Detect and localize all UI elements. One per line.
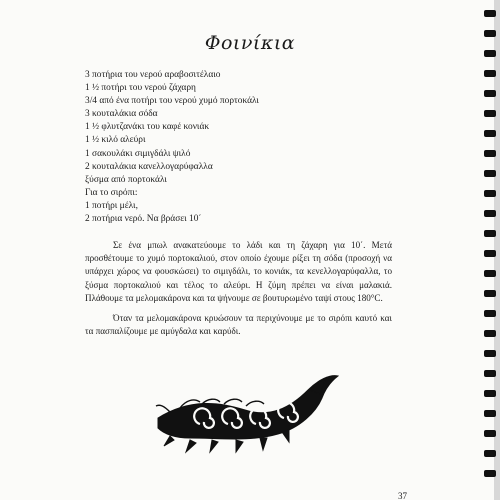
recipe-title: Φοινίκια [204, 32, 296, 54]
ingredient-line: 1 ½ ποτήρι του νερού ζάχαρη [85, 83, 196, 94]
instructions-paragraph: Όταν τα μελομακάρονα κρυώσουν τα περιχύνουμε με το σιρόπι καυτό και τα πασπαλίζουμε με αμύγδαλα και καρύδι. [85, 313, 392, 337]
ingredient-line: 2 κουταλάκια κανελλογαρύφαλλα [85, 161, 213, 172]
instructions-paragraph: Σε ένα μπωλ ανακατεύουμε το λάδι και τη ζάχαρη για 10΄. Μετά προσθέτουμε το χυμό πορτοκαλιού, στον οποίο έχουμε ρίξει τη σόδα (προσοχή να υπάρχει χώρος να φουσκώσει) το σιμιγδάλι, το κονιάκ, τα κενελλογαρύφαλλα, το ξύσμα πορτοκαλιού και τέλος το αλεύρι. Η ζύμη πρέπει να είναι μαλακιά. Πλάθουμε τα μελομακάρονα και τα ψήνουμε σε βουτυρωμένο ταψί στους 180°C. [85, 240, 392, 303]
ingredient-line: 1 ποτήρι μέλι, [85, 200, 138, 211]
ingredient-line: 3 ποτήρια του νερού αραβοσιτέλαιο [85, 70, 221, 80]
spiral-binding-icon [470, 0, 500, 500]
ingredient-line: 2 ποτήρια νερό. Να βράσει 10΄ [85, 214, 202, 225]
ingredient-line: ξύσμα από πορτοκάλι [85, 174, 167, 185]
page-number: 37 [398, 491, 407, 501]
syrup-heading: Για το σιρόπι: [85, 187, 138, 198]
tribal-wave-ornament-icon [150, 368, 345, 458]
ingredient-line: 1 σακουλάκι σιμιγδάλι ψιλό [85, 148, 191, 159]
ingredient-line: 1 ½ κιλό αλεύρι [85, 135, 146, 146]
ingredient-line: 1 ½ φλυτζανάκι του καφέ κονιάκ [85, 122, 210, 133]
ingredients-list [85, 69, 259, 226]
ingredient-line: 3/4 από ένα ποτήρι του νερού χυμό πορτοκάλι [85, 96, 259, 107]
ingredient-line: 3 κουταλάκια σόδα [85, 109, 158, 120]
